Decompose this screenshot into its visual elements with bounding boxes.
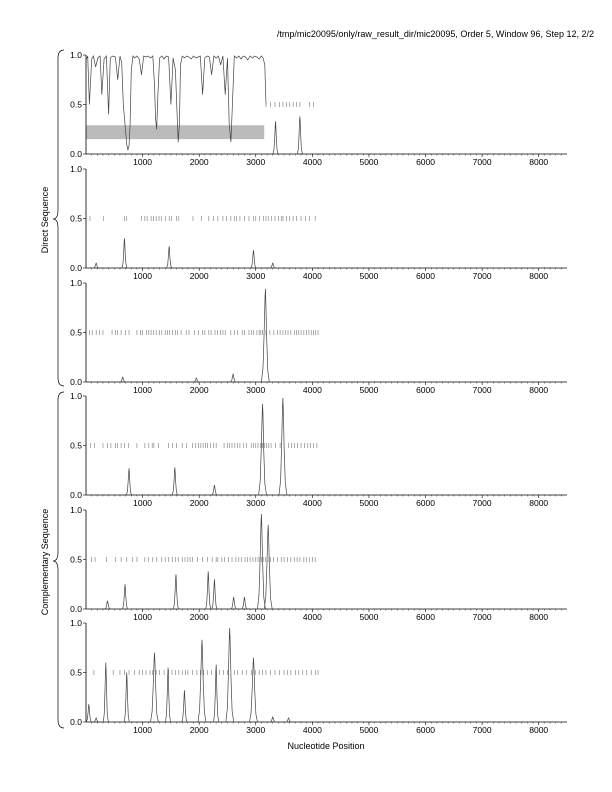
x-axis-label: Nucleotide Position xyxy=(287,741,365,751)
x-tick-label: 3000 xyxy=(246,385,266,395)
x-tick-label: 1000 xyxy=(133,157,153,167)
series-peak xyxy=(123,584,128,609)
x-tick-label: 4000 xyxy=(302,498,322,508)
series-peak xyxy=(212,485,217,495)
x-tick-label: 7000 xyxy=(472,271,492,281)
series-peak xyxy=(242,597,247,609)
x-tick-label: 8000 xyxy=(529,612,549,622)
y-tick-label: 0.5 xyxy=(70,667,82,678)
series-peak xyxy=(214,665,219,722)
x-tick-label: 3000 xyxy=(246,498,266,508)
x-tick-label: 5000 xyxy=(359,498,379,508)
y-tick-label: 1.0 xyxy=(70,505,82,515)
x-tick-label: 3000 xyxy=(246,725,266,735)
x-tick-label: 4000 xyxy=(302,612,322,622)
y-tick-label: 0.0 xyxy=(70,604,82,614)
x-tick-label: 1000 xyxy=(133,498,153,508)
x-tick-label: 7000 xyxy=(472,498,492,508)
series-peak xyxy=(166,668,171,723)
series-peak xyxy=(124,673,129,723)
series-peak xyxy=(286,718,291,722)
y-tick-label: 1.0 xyxy=(70,278,82,288)
series-peak xyxy=(261,289,269,382)
series-peak xyxy=(206,571,211,609)
series-peak xyxy=(226,628,234,722)
x-tick-label: 7000 xyxy=(472,157,492,167)
x-tick-label: 2000 xyxy=(189,157,209,167)
y-tick-label: 0.0 xyxy=(70,149,82,159)
x-tick-label: 6000 xyxy=(416,157,435,167)
series-peak xyxy=(231,597,236,609)
x-tick-label: 5000 xyxy=(359,271,379,281)
y-tick-label: 0.5 xyxy=(70,99,82,110)
series-peak xyxy=(120,377,125,382)
series-peak xyxy=(94,718,99,722)
x-tick-label: 4000 xyxy=(302,157,322,167)
y-tick-label: 0.0 xyxy=(70,377,82,387)
x-tick-label: 2000 xyxy=(189,385,209,395)
y-tick-label: 0.5 xyxy=(70,554,82,565)
chart-panel-1 xyxy=(70,50,567,167)
x-tick-label: 2000 xyxy=(189,271,209,281)
x-tick-label: 8000 xyxy=(529,271,549,281)
chart-panel-4 xyxy=(70,391,567,508)
series-peak xyxy=(231,374,236,382)
y-tick-label: 0.0 xyxy=(70,490,82,500)
y-tick-label: 0.0 xyxy=(70,717,82,727)
series-peak xyxy=(264,525,272,609)
series-peak xyxy=(173,574,178,609)
y-tick-label: 1.0 xyxy=(70,164,82,174)
x-tick-label: 3000 xyxy=(246,612,266,622)
y-tick-label: 1.0 xyxy=(70,50,82,60)
x-tick-label: 1000 xyxy=(133,271,153,281)
x-tick-label: 4000 xyxy=(302,385,322,395)
x-tick-label: 3000 xyxy=(246,271,266,281)
y-tick-label: 0.5 xyxy=(70,327,82,338)
x-tick-label: 7000 xyxy=(472,385,492,395)
x-tick-label: 5000 xyxy=(359,157,379,167)
x-tick-label: 7000 xyxy=(472,612,492,622)
x-tick-label: 8000 xyxy=(529,498,549,508)
y-tick-label: 1.0 xyxy=(70,618,82,628)
x-tick-label: 2000 xyxy=(189,612,209,622)
series-peak xyxy=(127,468,132,495)
y-tick-label: 0.5 xyxy=(70,440,82,451)
x-tick-label: 1000 xyxy=(133,385,153,395)
series-peak xyxy=(94,263,99,268)
x-tick-label: 6000 xyxy=(416,271,435,281)
series-peak xyxy=(86,704,91,722)
x-tick-label: 2000 xyxy=(189,498,209,508)
y-tick-label: 0.5 xyxy=(70,213,82,224)
x-tick-label: 4000 xyxy=(302,271,322,281)
series-peak xyxy=(122,238,127,268)
highlight-band xyxy=(86,125,264,139)
chart-panel-6 xyxy=(70,618,567,735)
group-label-direct: Direct Sequence xyxy=(40,186,50,254)
x-tick-label: 2000 xyxy=(189,725,209,735)
series-peak xyxy=(250,658,258,722)
x-tick-label: 7000 xyxy=(472,725,492,735)
x-tick-label: 8000 xyxy=(529,725,549,735)
series-peak xyxy=(212,579,217,609)
y-tick-label: 1.0 xyxy=(70,391,82,401)
series-peak xyxy=(105,601,110,609)
series-peak xyxy=(273,121,278,154)
x-tick-label: 8000 xyxy=(529,157,549,167)
series-peak xyxy=(194,378,199,382)
x-tick-label: 1000 xyxy=(133,612,153,622)
x-tick-label: 5000 xyxy=(359,385,379,395)
x-tick-label: 3000 xyxy=(246,157,266,167)
x-tick-label: 6000 xyxy=(416,612,435,622)
series-peak xyxy=(103,663,108,722)
x-tick-label: 6000 xyxy=(416,498,435,508)
x-tick-label: 6000 xyxy=(416,725,435,735)
group-brace-complementary xyxy=(53,392,64,728)
panels xyxy=(70,50,567,735)
chart-panel-3 xyxy=(70,278,567,395)
figure-title: /tmp/mic20095/only/raw_result_dir/mic20095, Order 5, Window 96, Step 12, 2/2 xyxy=(276,29,594,39)
chart-panel-2 xyxy=(70,164,567,281)
series-peak xyxy=(251,250,256,268)
x-tick-label: 5000 xyxy=(359,612,379,622)
series-peak xyxy=(198,640,206,722)
series-peak xyxy=(270,263,275,268)
y-tick-label: 0.0 xyxy=(70,263,82,273)
group-brace-direct xyxy=(53,50,64,386)
x-tick-label: 6000 xyxy=(416,385,435,395)
series-peak xyxy=(270,717,275,722)
x-tick-label: 5000 xyxy=(359,725,379,735)
series-peak xyxy=(167,246,172,268)
series-peak xyxy=(182,690,187,722)
x-tick-label: 8000 xyxy=(529,385,549,395)
x-tick-label: 4000 xyxy=(302,725,322,735)
group-label-complementary: Complementary Sequence xyxy=(40,508,50,616)
x-tick-label: 1000 xyxy=(133,725,153,735)
series-peak xyxy=(259,404,267,495)
series-peak xyxy=(297,116,302,154)
series-peak xyxy=(172,467,177,495)
chart-panel-5 xyxy=(70,505,567,622)
series-peak xyxy=(151,653,159,722)
